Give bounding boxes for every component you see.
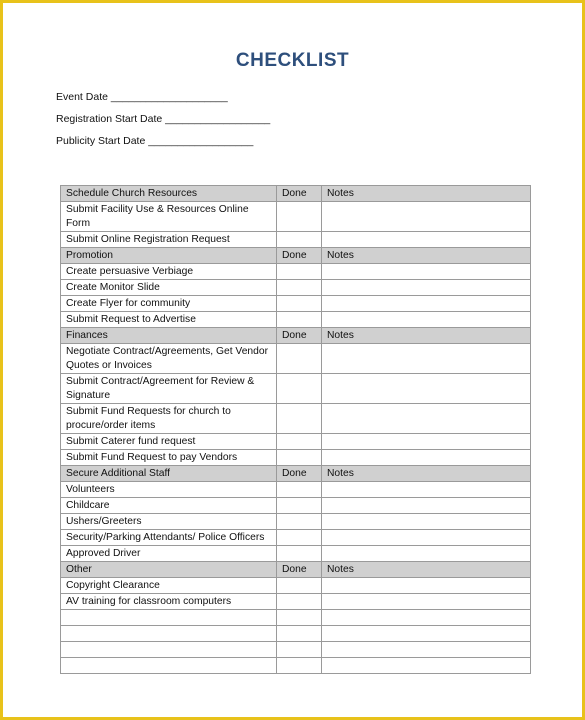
done-cell[interactable] xyxy=(277,546,322,562)
done-cell[interactable] xyxy=(277,434,322,450)
notes-cell[interactable] xyxy=(322,232,531,248)
task-label: Submit Fund Request to pay Vendors xyxy=(61,450,277,466)
table-row xyxy=(61,434,531,450)
publicity-start-date-label: Publicity Start Date xyxy=(56,135,146,147)
table-row xyxy=(61,546,531,562)
section-header-row xyxy=(61,328,531,344)
notes-cell[interactable] xyxy=(322,594,531,610)
checklist-table xyxy=(60,185,531,674)
task-label: Ushers/Greeters xyxy=(61,514,277,530)
task-label: Security/Parking Attendants/ Police Officers xyxy=(61,530,277,546)
done-cell[interactable] xyxy=(277,202,322,232)
task-label: Approved Driver xyxy=(61,546,277,562)
table-row xyxy=(61,626,531,642)
task-label xyxy=(61,658,277,674)
task-label: Negotiate Contract/Agreements, Get Vendor Quotes or Invoices xyxy=(61,344,277,374)
notes-cell[interactable] xyxy=(322,626,531,642)
task-label: Copyright Clearance xyxy=(61,578,277,594)
section-title: Secure Additional Staff xyxy=(61,466,277,482)
task-label xyxy=(61,610,277,626)
table-row xyxy=(61,610,531,626)
done-column-header: Done xyxy=(277,248,322,264)
notes-cell[interactable] xyxy=(322,404,531,434)
publicity-start-date-blank: __________________ xyxy=(148,135,254,147)
table-row xyxy=(61,280,531,296)
notes-cell[interactable] xyxy=(322,344,531,374)
table-row xyxy=(61,312,531,328)
section-header-row xyxy=(61,466,531,482)
table-row xyxy=(61,374,531,404)
done-cell[interactable] xyxy=(277,594,322,610)
task-label: Create Monitor Slide xyxy=(61,280,277,296)
done-cell[interactable] xyxy=(277,514,322,530)
notes-column-header: Notes xyxy=(322,562,531,578)
done-cell[interactable] xyxy=(277,374,322,404)
done-cell[interactable] xyxy=(277,344,322,374)
notes-cell[interactable] xyxy=(322,434,531,450)
notes-column-header: Notes xyxy=(322,466,531,482)
done-cell[interactable] xyxy=(277,498,322,514)
event-date-field xyxy=(56,91,228,103)
notes-cell[interactable] xyxy=(322,280,531,296)
done-cell[interactable] xyxy=(277,658,322,674)
task-label xyxy=(61,626,277,642)
done-column-header: Done xyxy=(277,328,322,344)
notes-cell[interactable] xyxy=(322,642,531,658)
notes-column-header: Notes xyxy=(322,248,531,264)
done-cell[interactable] xyxy=(277,610,322,626)
notes-cell[interactable] xyxy=(322,374,531,404)
table-row xyxy=(61,658,531,674)
notes-cell[interactable] xyxy=(322,482,531,498)
table-row xyxy=(61,450,531,466)
done-cell[interactable] xyxy=(277,450,322,466)
task-label: Volunteers xyxy=(61,482,277,498)
table-row xyxy=(61,498,531,514)
task-label: Childcare xyxy=(61,498,277,514)
done-cell[interactable] xyxy=(277,626,322,642)
task-label xyxy=(61,642,277,658)
task-label: Submit Contract/Agreement for Review & Signature xyxy=(61,374,277,404)
table-row xyxy=(61,530,531,546)
notes-cell[interactable] xyxy=(322,578,531,594)
task-label: Submit Facility Use & Resources Online Form xyxy=(61,202,277,232)
section-title: Finances xyxy=(61,328,277,344)
task-label: Submit Request to Advertise xyxy=(61,312,277,328)
section-header-row xyxy=(61,186,531,202)
done-cell[interactable] xyxy=(277,578,322,594)
section-title: Promotion xyxy=(61,248,277,264)
notes-cell[interactable] xyxy=(322,498,531,514)
task-label: AV training for classroom computers xyxy=(61,594,277,610)
table-row xyxy=(61,344,531,374)
done-cell[interactable] xyxy=(277,280,322,296)
page-title: CHECKLIST xyxy=(235,50,350,71)
event-date-blank: ____________________ xyxy=(110,91,228,103)
table-row xyxy=(61,202,531,232)
table-row xyxy=(61,642,531,658)
notes-cell[interactable] xyxy=(322,658,531,674)
task-label: Submit Caterer fund request xyxy=(61,434,277,450)
table-row xyxy=(61,514,531,530)
notes-cell[interactable] xyxy=(322,296,531,312)
table-row xyxy=(61,404,531,434)
task-label: Submit Online Registration Request xyxy=(61,232,277,248)
table-row xyxy=(61,594,531,610)
publicity-start-date-field xyxy=(56,135,253,147)
notes-cell[interactable] xyxy=(322,546,531,562)
notes-cell[interactable] xyxy=(322,450,531,466)
notes-column-header: Notes xyxy=(322,186,531,202)
table-row xyxy=(61,264,531,280)
done-cell[interactable] xyxy=(277,264,322,280)
task-label: Create persuasive Verbiage xyxy=(61,264,277,280)
done-cell[interactable] xyxy=(277,232,322,248)
done-cell[interactable] xyxy=(277,312,322,328)
table-row xyxy=(61,578,531,594)
table-row xyxy=(61,482,531,498)
task-label: Submit Fund Requests for church to procure/order items xyxy=(61,404,277,434)
registration-start-date-label: Registration Start Date xyxy=(56,113,163,125)
notes-cell[interactable] xyxy=(322,264,531,280)
done-cell[interactable] xyxy=(277,296,322,312)
section-header-row xyxy=(61,562,531,578)
table-row xyxy=(61,232,531,248)
done-cell[interactable] xyxy=(277,642,322,658)
done-column-header: Done xyxy=(277,186,322,202)
registration-start-date-blank: __________________ xyxy=(165,113,271,125)
notes-cell[interactable] xyxy=(322,514,531,530)
table-row xyxy=(61,296,531,312)
done-column-header: Done xyxy=(277,562,322,578)
section-title: Schedule Church Resources xyxy=(61,186,277,202)
done-cell[interactable] xyxy=(277,530,322,546)
notes-cell[interactable] xyxy=(322,610,531,626)
registration-start-date-field xyxy=(56,113,270,125)
section-header-row xyxy=(61,248,531,264)
task-label: Create Flyer for community xyxy=(61,296,277,312)
done-cell[interactable] xyxy=(277,404,322,434)
done-column-header: Done xyxy=(277,466,322,482)
notes-cell[interactable] xyxy=(322,312,531,328)
done-cell[interactable] xyxy=(277,482,322,498)
event-date-label: Event Date xyxy=(56,91,108,103)
section-title: Other xyxy=(61,562,277,578)
notes-cell[interactable] xyxy=(322,202,531,232)
notes-cell[interactable] xyxy=(322,530,531,546)
notes-column-header: Notes xyxy=(322,328,531,344)
checklist-body xyxy=(61,186,531,674)
